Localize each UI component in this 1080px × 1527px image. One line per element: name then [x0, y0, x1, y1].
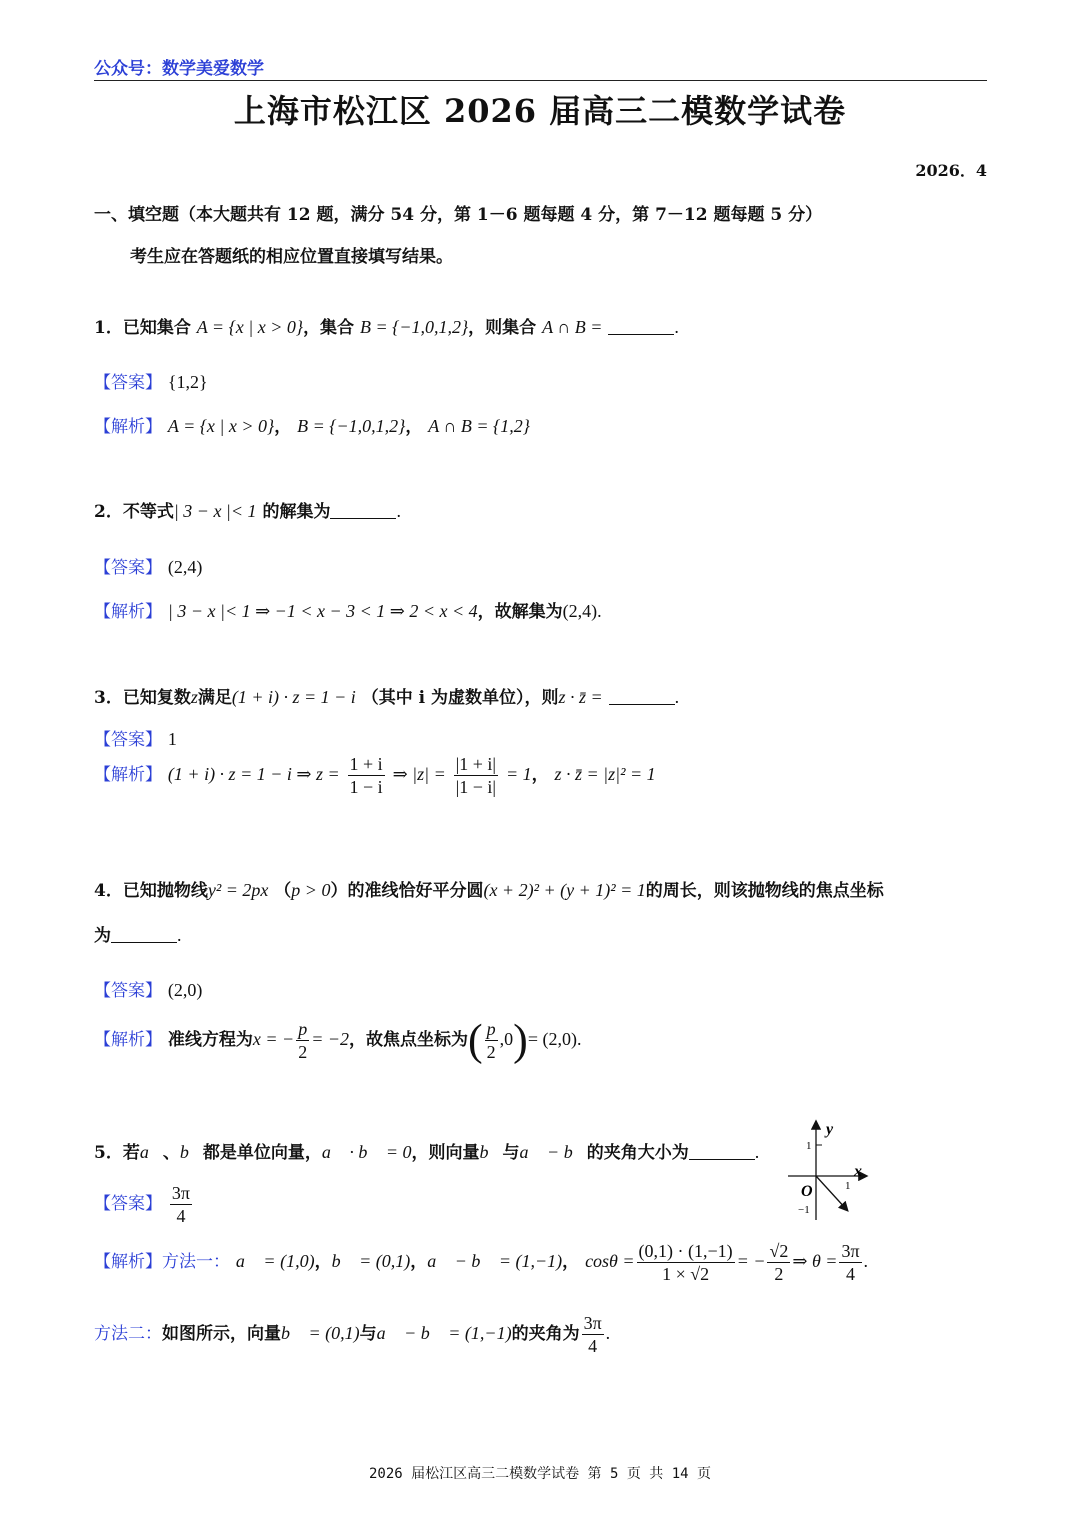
q5-text-1: 5．若 — [94, 1143, 140, 1163]
left-paren: ( — [468, 1015, 483, 1065]
q5-math-4: b⃗ — [479, 1142, 503, 1162]
q5-analysis-7: . — [863, 1251, 869, 1271]
q1-math-1: A = {x | x > 0} — [196, 317, 304, 337]
answer-blank — [609, 688, 675, 705]
q4-text-3: ）的准线恰好平分圆 — [330, 881, 484, 901]
q1-answer-value: {1,2} — [167, 372, 208, 392]
q4-frac1-num: p — [298, 1019, 308, 1039]
x-tick-label: 1 — [845, 1180, 851, 1192]
q4-answer — [94, 976, 202, 1001]
analysis-label: 【解析】 — [94, 1030, 162, 1050]
q5-answer — [94, 1182, 194, 1227]
q3-text-1: 3．已知复数 — [94, 688, 191, 708]
q4-end: . — [177, 925, 182, 945]
q5-answer-fraction — [170, 1182, 192, 1227]
q2-analysis — [94, 597, 602, 622]
q3-frac1-num: 1 + i — [349, 754, 383, 774]
vector-a-minus-b — [816, 1176, 847, 1210]
q5-method2-fraction — [582, 1312, 604, 1357]
q3-math-2: (1 + i) · z = 1 − i — [231, 687, 356, 707]
exam-date: 2026．4 — [915, 161, 987, 180]
q4-math-3: (x + 2)² + (y + 1)² = 1 — [483, 880, 646, 900]
answer-blank — [608, 318, 674, 335]
q1-analysis-3: B = {−1,0,1,2} — [297, 416, 406, 436]
answer-blank — [330, 502, 396, 519]
analysis-label: 【解析】 — [94, 1252, 162, 1272]
q2-answer — [94, 553, 202, 578]
q5-analysis-method-1 — [94, 1240, 868, 1285]
q5-comma-1: ， — [314, 1252, 332, 1272]
page-footer: 2026 届松江区高三二模数学试卷 第 5 页 共 14 页 — [368, 1466, 711, 1482]
page-title: 上海市松江区 2026 届高三二模数学试卷 — [233, 92, 847, 130]
q4-text-1: 4．已知抛物线 — [94, 881, 208, 901]
q1-text-1: 1．已知集合 — [94, 318, 191, 338]
q4-math-1: y² = 2px — [207, 880, 269, 900]
q5-method2-5: 的夹角为 — [511, 1324, 580, 1344]
q5-analysis-3: a⃗ − b⃗ = (1,−1) — [427, 1251, 563, 1271]
q2-end: . — [396, 501, 401, 521]
q5-text-4: ，则向量 — [411, 1143, 480, 1163]
q5-text-3: 都是单位向量， — [202, 1143, 322, 1163]
q3-analysis-3: = 1 — [505, 764, 532, 784]
q2-analysis-3: (2,4) — [562, 601, 598, 621]
q4-math-2: p > 0 — [291, 880, 331, 900]
header-rule — [94, 80, 987, 81]
q5-text-5: 与 — [502, 1143, 520, 1163]
q3-analysis-4: ， — [531, 765, 549, 785]
q2-analysis-1: | 3 − x |< 1 ⇒ −1 < x − 3 < 1 ⇒ 2 < x < 4 — [167, 601, 478, 621]
q3-text-2: 满足 — [197, 688, 232, 708]
q1-analysis — [94, 412, 530, 437]
right-paren: ) — [513, 1015, 528, 1065]
q4-frac2-den: 2 — [486, 1042, 496, 1062]
q5-analysis-method-2 — [94, 1312, 610, 1357]
q5-text-6: 的夹角大小为 — [586, 1143, 689, 1163]
q5-fraction-2 — [767, 1240, 790, 1285]
q5-fraction-3 — [839, 1240, 861, 1285]
q4-text-2: （ — [274, 881, 292, 901]
q5-method2-num: 3π — [583, 1313, 602, 1333]
q5-frac3-den: 4 — [845, 1264, 855, 1284]
q5-method2-den: 4 — [588, 1336, 598, 1356]
q5-method2-2: b⃗ = (0,1) — [281, 1323, 360, 1343]
q5-analysis-2: b⃗ = (0,1) — [331, 1251, 411, 1271]
y-label: y — [826, 1121, 834, 1138]
q1-text-2: ，集合 — [303, 318, 355, 338]
q5-math-3: a⃗ · b⃗ = 0 — [321, 1142, 412, 1162]
answer-blank — [111, 926, 177, 943]
q5-method2-3: 与 — [359, 1324, 377, 1344]
q5-analysis-1: a⃗ = (1,0) — [235, 1251, 315, 1271]
q5-fraction-1 — [637, 1240, 735, 1285]
q3-answer — [94, 725, 177, 750]
answer-label: 【答案】 — [94, 1194, 162, 1214]
q1-analysis-1: A = {x | x > 0} — [167, 416, 275, 436]
q4-analysis-1: 准线方程为 — [167, 1030, 253, 1050]
q5-comma-3: ， — [562, 1252, 580, 1272]
q5-analysis-4: cosθ = — [585, 1251, 635, 1271]
q5-method2-end: . — [605, 1323, 611, 1343]
q3-answer-value: 1 — [167, 729, 177, 749]
x-label: x — [854, 1163, 862, 1180]
q1-analysis-4: ， — [405, 417, 423, 437]
y-tick-label: 1 — [806, 1140, 812, 1152]
q2-analysis-4: . — [597, 601, 602, 621]
q4-frac2-num: p — [486, 1019, 496, 1039]
q2-answer-value: (2,4) — [167, 557, 203, 577]
question-2 — [94, 497, 401, 522]
q3-fraction-1 — [348, 753, 385, 798]
q5-frac2-num: √2 — [769, 1241, 789, 1261]
answer-label: 【答案】 — [94, 981, 162, 1001]
method-2-label: 方法二： — [94, 1324, 162, 1344]
q3-analysis-5: z · z̄ = |z|² = 1 — [554, 764, 656, 784]
q1-text-3: ，则集合 — [468, 318, 537, 338]
q5-math-2: b⃗ — [179, 1142, 203, 1162]
q4-frac1-den: 2 — [298, 1042, 308, 1062]
method-1-label: 方法一： — [162, 1252, 230, 1272]
q3-analysis-2: ⇒ |z| = — [392, 764, 446, 784]
answer-label: 【答案】 — [94, 373, 162, 393]
question-5 — [94, 1138, 759, 1163]
q2-math-1: | 3 − x |< 1 — [173, 501, 257, 521]
q4-text-5: 为 — [94, 926, 111, 946]
q5-comma-2: ， — [410, 1252, 428, 1272]
q5-frac3-num: 3π — [841, 1241, 860, 1261]
vector-diagram — [784, 1116, 874, 1226]
q4-math-6: ,0 — [499, 1029, 514, 1049]
q2-text-1: 2．不等式 — [94, 502, 174, 522]
q1-end: . — [674, 317, 679, 337]
q5-method2-1: 如图所示，向量 — [162, 1324, 281, 1344]
q5-math-5: a⃗ − b⃗ — [519, 1142, 587, 1162]
q2-text-2: 的解集为 — [262, 502, 331, 522]
q4-analysis-3: . — [576, 1029, 582, 1049]
question-3 — [94, 683, 679, 708]
answer-label: 【答案】 — [94, 730, 162, 750]
q3-text-3: （其中 i 为虚数单位），则 — [361, 688, 559, 708]
analysis-label: 【解析】 — [94, 417, 162, 437]
answer-blank — [689, 1143, 755, 1160]
q5-answer-den: 4 — [176, 1206, 186, 1226]
q3-math-1: z — [190, 687, 198, 707]
q5-frac1-den: 1 × √2 — [662, 1264, 710, 1284]
q5-answer-num: 3π — [171, 1183, 191, 1203]
q4-math-5: = −2 — [311, 1029, 350, 1049]
account-header: 公众号：数学美爱数学 — [94, 59, 264, 79]
q3-math-3: z · z̄ = — [558, 687, 603, 707]
q5-frac1-num: (0,1) · (1,−1) — [638, 1241, 733, 1261]
q3-end: . — [674, 687, 680, 707]
q5-method2-4: a⃗ − b⃗ = (1,−1) — [376, 1323, 512, 1343]
q1-math-3: A ∩ B = — [542, 317, 603, 337]
q5-math-1: a⃗ — [139, 1142, 163, 1162]
q4-answer-value: (2,0) — [167, 980, 203, 1000]
q4-math-7: = (2,0) — [527, 1029, 577, 1049]
q5-analysis-6: ⇒ θ = — [792, 1251, 838, 1271]
q3-fraction-2 — [454, 753, 498, 798]
q1-answer — [94, 368, 208, 393]
q1-analysis-5: A ∩ B = {1,2} — [428, 416, 530, 436]
question-4-line-2 — [94, 921, 182, 946]
section-heading: 一、填空题（本大题共有 12 题，满分 54 分，第 1－6 题每题 4 分，第 7－12 题每题 5 分） — [94, 205, 823, 225]
origin-label: O — [801, 1183, 813, 1200]
q4-math-4: x = − — [252, 1029, 295, 1049]
q4-text-4: 的周长，则该抛物线的焦点坐标 — [645, 881, 884, 901]
q5-frac2-den: 2 — [774, 1264, 784, 1284]
q1-analysis-2: ， — [274, 417, 292, 437]
q3-frac2-den: |1 − i| — [455, 777, 497, 797]
q5-analysis-5: = − — [736, 1251, 766, 1271]
q2-analysis-2: ，故解集为 — [477, 602, 563, 622]
question-1 — [94, 313, 679, 338]
q4-analysis-2: ，故焦点坐标为 — [349, 1030, 469, 1050]
q4-analysis — [94, 1015, 582, 1065]
q3-frac1-den: 1 − i — [349, 777, 383, 797]
q5-text-2: 、 — [162, 1143, 180, 1163]
analysis-label: 【解析】 — [94, 602, 162, 622]
q4-fraction-1 — [296, 1018, 309, 1063]
answer-label: 【答案】 — [94, 558, 162, 578]
question-4-line-1 — [94, 876, 884, 901]
q3-analysis-1: (1 + i) · z = 1 − i ⇒ z = — [167, 764, 340, 784]
analysis-label: 【解析】 — [94, 765, 162, 785]
q5-end: . — [754, 1142, 760, 1162]
q1-math-2: B = {−1,0,1,2} — [359, 317, 469, 337]
q3-analysis — [94, 753, 656, 798]
section-instruction: 考生应在答题纸的相应位置直接填写结果。 — [130, 247, 453, 267]
neg-tick-label: −1 — [798, 1204, 810, 1216]
q3-frac2-num: |1 + i| — [455, 754, 497, 774]
q4-fraction-2 — [485, 1018, 498, 1063]
